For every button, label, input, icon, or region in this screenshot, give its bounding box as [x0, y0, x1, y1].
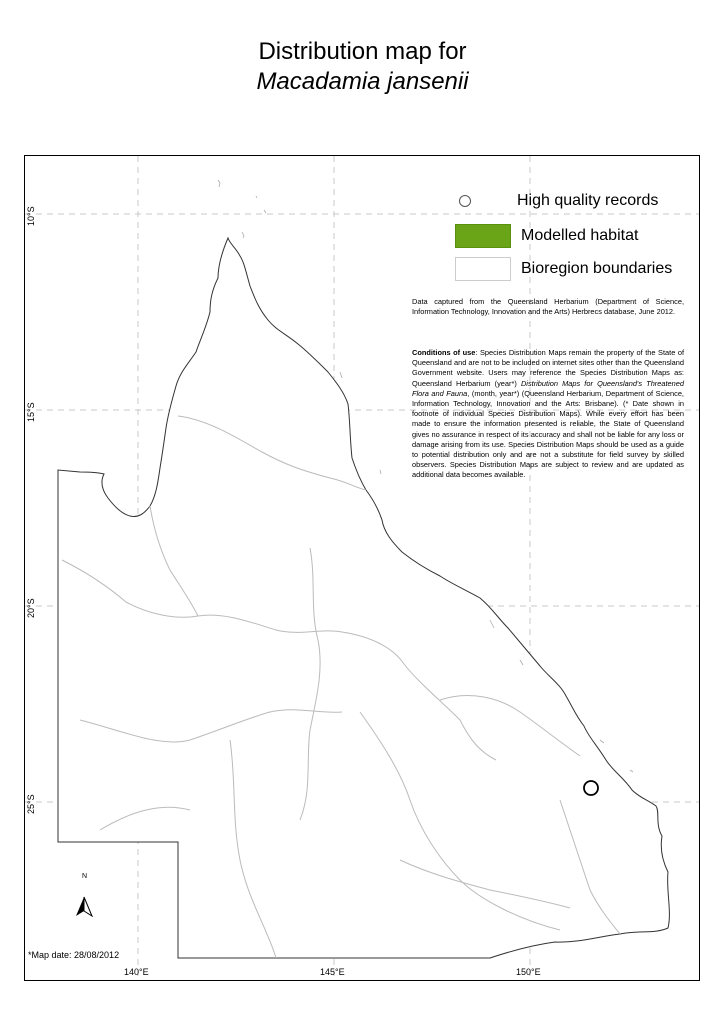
north-arrow-icon — [76, 897, 92, 916]
lat-label-25s: 25°S — [26, 794, 36, 814]
conditions-italic: Distribution Maps for Queensland's Threatened Flora and Fauna — [412, 378, 684, 398]
map-date: *Map date: 28/08/2012 — [28, 950, 120, 960]
record-point — [584, 781, 598, 795]
lat-label-10s: 10°S — [26, 206, 36, 226]
data-source-note: Data captured from the Queensland Herbarium (Department of Science, Information Technology, Innovation and the Arts) Herbrecs database, June 2012. — [412, 297, 684, 317]
queensland-coastline — [58, 238, 669, 958]
legend-habitat — [455, 223, 638, 249]
lon-label-145e: 145°E — [320, 967, 345, 977]
lon-label-150e: 150°E — [516, 967, 541, 977]
legend-bioregion — [455, 256, 672, 282]
conditions-heading: Conditions of use — [412, 348, 476, 357]
species-name: Macadamia jansenii — [256, 68, 469, 95]
map-title: Distribution map for — [258, 38, 467, 65]
lon-label-140e: 140°E — [124, 967, 149, 977]
legend-records-label: High quality records — [517, 192, 659, 209]
lat-label-15s: 15°S — [26, 402, 36, 422]
conditions-of-use-note — [412, 348, 684, 481]
conditions-text-2: , (month, year*) (Queensland Herbarium, Department of Science, Information Technology, Innovation and the Arts: Brisbane). (* Date shown in footnote of individual Species Distribution Maps). While every effort has been made to ensure the information presented is reliable, the State of Queensland gives no assurance in respect of its accuracy and shall not be liable for any loss or damage arising from its use. Species Distribution Maps should be used as a guide to potential distribution only and are not a substitute for field survey by skilled observers. Species Distribution Maps are subject to review and are updated as additional data becomes available. — [412, 388, 684, 480]
habitat-swatch — [455, 224, 511, 248]
legend-bioregion-label: Bioregion boundaries — [521, 260, 673, 277]
legend-records — [455, 188, 658, 214]
bioregion-swatch — [455, 257, 511, 281]
north-arrow-label: N — [82, 873, 88, 880]
lat-label-20s: 20°S — [26, 598, 36, 618]
record-symbol-icon — [459, 195, 471, 207]
conditions-text-1: : Species Distribution Maps remain the property of the State of Queensland and are not to be included on internet sites other than the Queensland Government website. Users may reference the Species Distribution Maps as: Queensland Herbarium (year*) — [412, 348, 685, 388]
legend-habitat-label: Modelled habitat — [521, 227, 639, 244]
